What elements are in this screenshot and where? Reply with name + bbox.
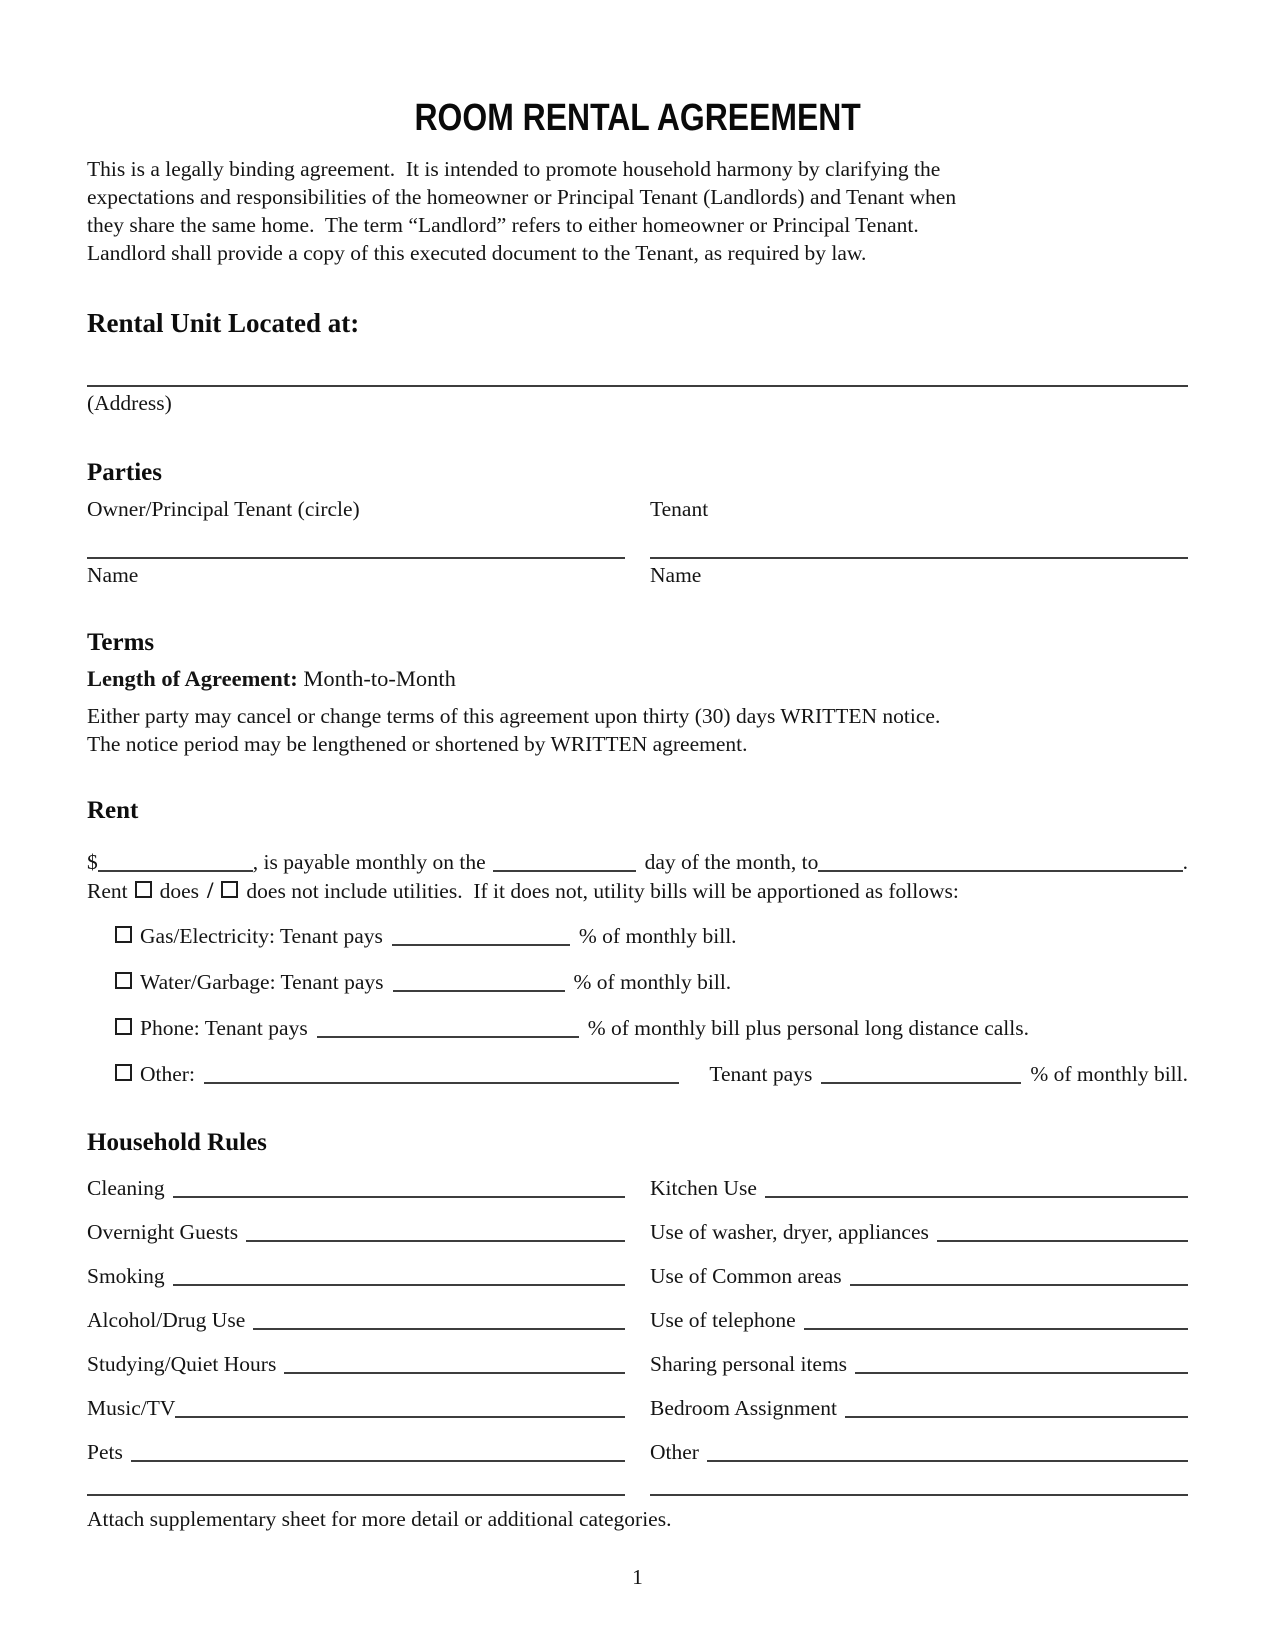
line-end-period: .: [1182, 850, 1188, 874]
rent-payee-input-line[interactable]: [818, 870, 1182, 872]
rules-row: [87, 1174, 1188, 1202]
extra-left-input-line[interactable]: [87, 1494, 625, 1496]
rule-input-line[interactable]: [173, 1284, 625, 1286]
rule-label: Alcohol/Drug Use: [87, 1308, 246, 1332]
rule-label: Music/TV: [87, 1396, 176, 1420]
rules-row: [87, 1262, 1188, 1290]
intro-paragraph: [87, 155, 1188, 267]
other-label: Other:: [140, 1062, 195, 1086]
slash-separator: /: [207, 878, 214, 903]
rent-amount-line: [87, 848, 1188, 876]
page-number: 1: [632, 1565, 643, 1589]
water-checkbox[interactable]: [115, 972, 132, 989]
extra-right-input-line[interactable]: [650, 1494, 1188, 1496]
utility-row-phone: [115, 1014, 1188, 1043]
rule-telephone: [650, 1306, 1188, 1334]
intro-line: This is a legally binding agreement. It is intended to promote household harmony by clarifying the: [87, 157, 941, 181]
rent-heading: Rent: [87, 797, 139, 824]
rule-label: Use of telephone: [650, 1308, 796, 1332]
notice-line: The notice period may be lengthened or shortened by WRITTEN agreement.: [87, 732, 748, 756]
rule-music-tv: [87, 1394, 625, 1422]
gas-suffix: % of monthly bill.: [578, 924, 737, 948]
rule-label: Overnight Guests: [87, 1220, 239, 1244]
water-suffix: % of monthly bill.: [573, 970, 732, 994]
address-input-line[interactable]: [87, 385, 1188, 387]
terms-heading: Terms: [87, 629, 155, 656]
other-checkbox[interactable]: [115, 1064, 132, 1081]
water-label: Water/Garbage: Tenant pays: [140, 970, 384, 994]
gas-label: Gas/Electricity: Tenant pays: [140, 924, 383, 948]
rule-pets: [87, 1438, 625, 1466]
intro-line: expectations and responsibilities of the homeowner or Principal Tenant (Landlords) and Tenant when: [87, 185, 957, 209]
currency-symbol: $: [87, 850, 98, 874]
length-value: Month-to-Month: [297, 666, 456, 691]
gas-checkbox[interactable]: [115, 926, 132, 943]
rent-includes-line: [87, 877, 1188, 905]
rule-cleaning: [87, 1174, 625, 1202]
phone-suffix: % of monthly bill plus personal long distance calls.: [587, 1016, 1029, 1040]
rule-sharing-personal-items: [650, 1350, 1188, 1378]
household-rules-heading: Household Rules: [87, 1129, 267, 1156]
other-suffix: % of monthly bill.: [1030, 1062, 1188, 1086]
owner-name-caption: Name: [87, 563, 139, 587]
phone-checkbox[interactable]: [115, 1018, 132, 1035]
rule-input-line[interactable]: [284, 1372, 625, 1374]
phone-label: Phone: Tenant pays: [140, 1016, 308, 1040]
gas-percent-input-line[interactable]: [392, 944, 570, 946]
parties-name-captions: [87, 559, 1188, 589]
rule-input-line[interactable]: [173, 1196, 625, 1198]
household-rules-grid: [87, 1174, 1188, 1466]
rent-prefix: Rent: [87, 879, 128, 903]
rule-input-line[interactable]: [937, 1240, 1188, 1242]
rule-label: Use of washer, dryer, appliances: [650, 1220, 929, 1244]
rule-input-line[interactable]: [707, 1460, 1188, 1462]
rules-row: [87, 1350, 1188, 1378]
rent-does-not-checkbox[interactable]: [221, 881, 238, 898]
intro-line: they share the same home. The term “Landlord” refers to either homeowner or Principal Tenant.: [87, 213, 919, 237]
other-mid-label: Tenant pays: [709, 1062, 813, 1086]
rule-bedroom-assignment: [650, 1394, 1188, 1422]
owner-label: Owner/Principal Tenant (circle): [87, 497, 360, 521]
tenant-label: Tenant: [650, 497, 709, 521]
rule-label: Kitchen Use: [650, 1176, 757, 1200]
rule-label: Cleaning: [87, 1176, 165, 1200]
rule-label: Other: [650, 1440, 699, 1464]
rule-label: Sharing personal items: [650, 1352, 848, 1376]
tenant-name-input-line[interactable]: [650, 557, 1188, 559]
utility-row-water: [115, 968, 1188, 997]
rule-label: Use of Common areas: [650, 1264, 842, 1288]
rule-input-line[interactable]: [850, 1284, 1188, 1286]
other-percent-input-line[interactable]: [821, 1082, 1021, 1084]
title-block: [87, 0, 1188, 139]
intro-line: Landlord shall provide a copy of this executed document to the Tenant, as required by law.: [87, 241, 867, 265]
owner-name-input-line[interactable]: [87, 557, 625, 559]
parties-labels-row: [87, 495, 1188, 523]
rule-input-line[interactable]: [131, 1460, 625, 1462]
day-of-month-text: day of the month, to: [644, 850, 819, 874]
utility-row-other: [115, 1060, 1188, 1089]
rule-label: Smoking: [87, 1264, 165, 1288]
tenant-name-caption: Name: [650, 563, 702, 587]
rent-day-input-line[interactable]: [493, 870, 636, 872]
rule-kitchen-use: [650, 1174, 1188, 1202]
does-label: does: [159, 879, 200, 903]
notice-line: Either party may cancel or change terms of this agreement upon thirty (30) days WRITTEN notice.: [87, 704, 941, 728]
rent-amount-input-line[interactable]: [98, 870, 253, 872]
rule-common-areas: [650, 1262, 1188, 1290]
rent-does-checkbox[interactable]: [135, 881, 152, 898]
utility-row-gas: [115, 922, 1188, 951]
rules-row: [87, 1438, 1188, 1466]
supplementary-note: Attach supplementary sheet for more detail or additional categories.: [87, 1507, 672, 1531]
rules-row: [87, 1394, 1188, 1422]
rule-input-line[interactable]: [765, 1196, 1188, 1198]
phone-percent-input-line[interactable]: [317, 1036, 579, 1038]
rule-input-line[interactable]: [804, 1328, 1188, 1330]
other-desc-input-line[interactable]: [204, 1082, 679, 1084]
rule-alcohol-drug-use: [87, 1306, 625, 1334]
does-not-label: does not include utilities. If it does not, utility bills will be apportioned as follows:: [246, 879, 959, 903]
parties-heading: Parties: [87, 459, 162, 486]
address-caption: (Address): [87, 391, 172, 415]
water-percent-input-line[interactable]: [393, 990, 565, 992]
length-of-agreement-line: [87, 665, 1188, 693]
rule-input-line[interactable]: [246, 1240, 625, 1242]
rental-unit-heading: Rental Unit Located at:: [87, 308, 360, 338]
rule-studying-quiet-hours: [87, 1350, 625, 1378]
rule-label: Bedroom Assignment: [650, 1396, 837, 1420]
rule-label: Studying/Quiet Hours: [87, 1352, 277, 1376]
rules-row: [87, 1218, 1188, 1246]
rule-smoking: [87, 1262, 625, 1290]
rule-other: [650, 1438, 1188, 1466]
rule-input-line[interactable]: [175, 1416, 625, 1418]
rule-label: Pets: [87, 1440, 123, 1464]
rule-input-line[interactable]: [855, 1372, 1188, 1374]
rule-washer-dryer: [650, 1218, 1188, 1246]
page-title: ROOM RENTAL AGREEMENT: [414, 97, 861, 139]
payable-text: , is payable monthly on the: [252, 850, 486, 874]
rules-row: [87, 1306, 1188, 1334]
rule-input-line[interactable]: [253, 1328, 625, 1330]
rule-overnight-guests: [87, 1218, 625, 1246]
length-label: Length of Agreement:: [87, 666, 298, 691]
rule-input-line[interactable]: [845, 1416, 1188, 1418]
notice-paragraph: [87, 702, 1188, 758]
extra-blank-lines-row: [87, 1494, 1188, 1496]
